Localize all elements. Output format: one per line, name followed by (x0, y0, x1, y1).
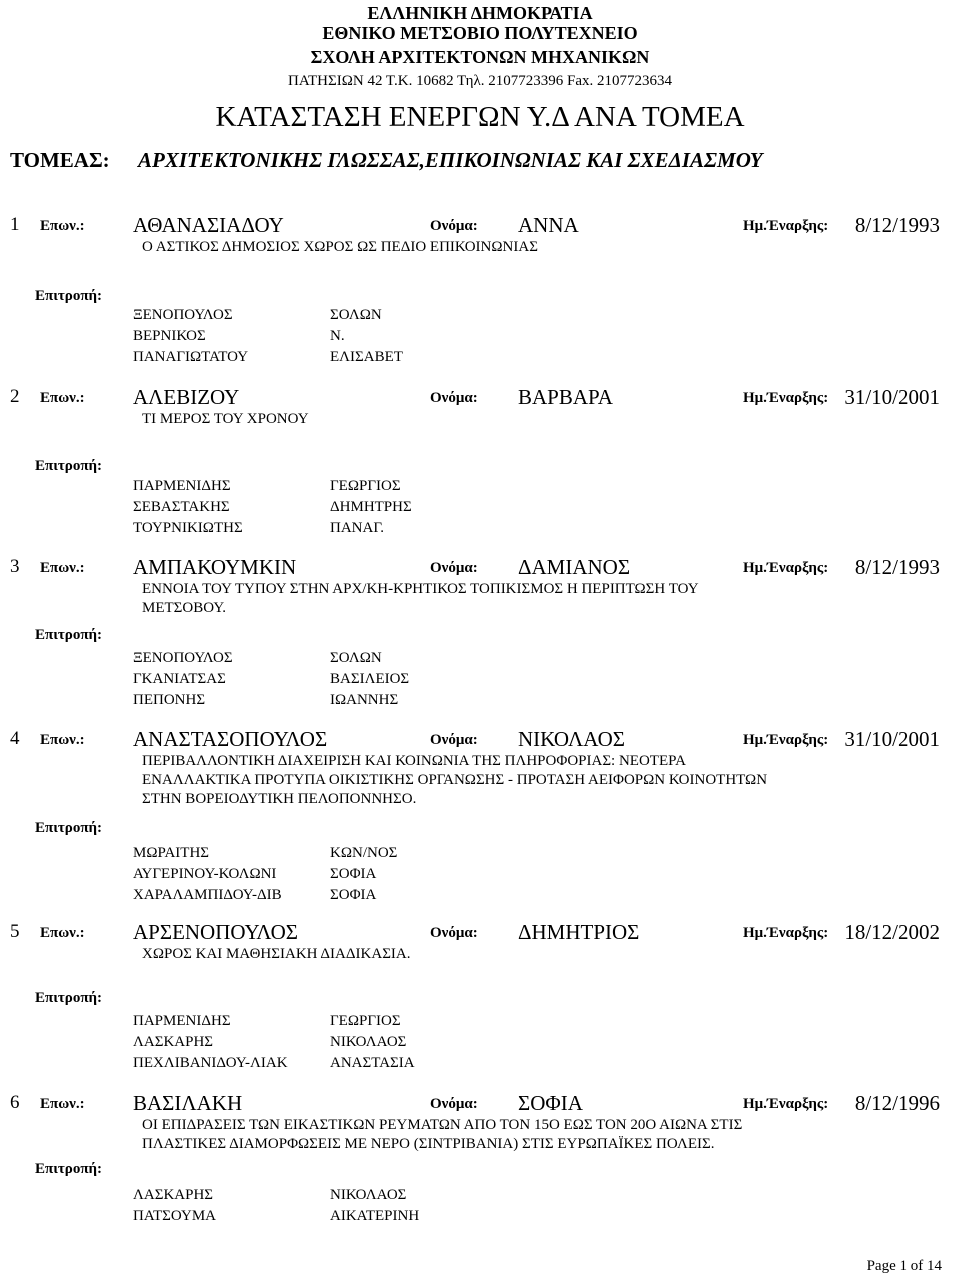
committee-label: Επιτροπή: (35, 1161, 103, 1177)
header-line-university: ΕΘΝΙΚΟ ΜΕΤΣΟΒΙΟ ΠΟΛΥΤΕΧΝΕΙΟ (322, 23, 638, 43)
committee-member-surname: ΒΕΡΝΙΚΟΣ (133, 328, 206, 344)
entry-name: ΔΑΜΙΑΝΟΣ (518, 555, 631, 579)
committee-label: Επιτροπή: (35, 627, 103, 643)
committee-member-name: ΣΟΦΙΑ (330, 887, 377, 903)
surname-label: Επων.: (40, 732, 85, 748)
page-indicator: Page 1 of 14 (866, 1258, 942, 1274)
entry-number: 3 (10, 556, 20, 577)
entry-name: ΒΑΡΒΑΡΑ (518, 385, 613, 409)
committee-member-name: ΓΕΩΡΓΙΟΣ (330, 478, 401, 494)
committee-member-name: ΣΟΛΩΝ (330, 307, 382, 323)
entry-name: ΣΟΦΙΑ (518, 1091, 583, 1115)
committee-member-surname: ΠΑΝΑΓΙΩΤΑΤΟΥ (133, 349, 249, 365)
committee-label: Επιτροπή: (35, 990, 103, 1006)
committee-member-surname: ΠΕΠΟΝΗΣ (133, 692, 206, 708)
committee-member-surname: ΣΕΒΑΣΤΑΚΗΣ (133, 499, 230, 515)
surname-label: Επων.: (40, 560, 85, 576)
entry-name: ΑΝΝΑ (518, 213, 579, 237)
page-title: ΚΑΤΑΣΤΑΣΗ ΕΝΕΡΓΩΝ Υ.Δ ΑΝΑ ΤΟΜΕΑ (215, 101, 745, 133)
entry-surname: ΑΝΑΣΤΑΣΟΠΟΥΛΟΣ (133, 727, 328, 751)
committee-label: Επιτροπή: (35, 458, 103, 474)
entry-topic: ΟΙ ΕΠΙΔΡΑΣΕΙΣ ΤΩΝ ΕΙΚΑΣΤΙΚΩΝ ΡΕΥΜΑΤΩΝ ΑΠΟ ΤΟΝ 15Ο ΕΩΣ ΤΟΝ 20Ο ΑΙΩΝΑ ΣΤΙΣ ΠΛΑΣΤΙΚΕΣ ΔΙΑΜΟΡΦΩΣΕΙΣ ΜΕ ΝΕΡΟ (ΣΙΝΤΡΙΒΑΝΙΑ) ΣΤΙΣ ΕΥΡΩΠΑΪΚΕΣ ΠΟΛΕΙΣ. (142, 1117, 743, 1152)
committee-member-surname: ΓΚΑΝΙΑΤΣΑΣ (133, 671, 226, 687)
entry-date: 8/12/1993 (854, 555, 940, 579)
entry-surname: ΒΑΣΙΛΑΚΗ (133, 1091, 243, 1115)
committee-member-surname: ΤΟΥΡΝΙΚΙΩΤΗΣ (133, 520, 243, 536)
entry-date: 8/12/1996 (854, 1091, 940, 1115)
surname-label: Επων.: (40, 925, 85, 941)
entry-surname: ΑΡΣΕΝΟΠΟΥΛΟΣ (133, 920, 298, 944)
committee-member-name: ΑΝΑΣΤΑΣΙΑ (330, 1055, 415, 1071)
entry-date: 8/12/1993 (854, 213, 940, 237)
start-date-label: Ημ.Έναρξης: (743, 560, 829, 576)
name-label: Ονόμα: (430, 925, 478, 941)
entry-topic: ΧΩΡΟΣ ΚΑΙ ΜΑΘΗΣΙΑΚΗ ΔΙΑΔΙΚΑΣΙΑ. (142, 946, 411, 962)
entry-topic: Ο ΑΣΤΙΚΟΣ ΔΗΜΟΣΙΟΣ ΧΩΡΟΣ ΩΣ ΠΕΔΙΟ ΕΠΙΚΟΙΝΩΝΙΑΣ (142, 239, 538, 255)
entry-topic: ΠΕΡΙΒΑΛΛΟΝΤΙΚΗ ΔΙΑΧΕΙΡΙΣΗ ΚΑΙ ΚΟΙΝΩΝΙΑ ΤΗΣ ΠΛΗΡΟΦΟΡΙΑΣ: ΝΕΟΤΕΡΑ ΕΝΑΛΛΑΚΤΙΚΑ ΠΡΟΤΥΠΑ ΟΙΚΙΣΤΙΚΗΣ ΟΡΓΑΝΩΣΗΣ - ΠΡΟΤΑΣΗ ΑΕΙΦΟΡΩΝ ΚΟΙΝΟΤΗΤΩΝ ΣΤΗΝ ΒΟΡΕΙΟΔΥΤΙΚΗ ΠΕΛΟΠΟΝΝΗΣΟ. (142, 753, 768, 807)
header-line-school: ΣΧΟΛΗ ΑΡΧΙΤΕΚΤΟΝΩΝ ΜΗΧΑΝΙΚΩΝ (310, 47, 650, 67)
committee-member-surname: ΠΑΡΜΕΝΙΔΗΣ (133, 1013, 231, 1029)
name-label: Ονόμα: (430, 732, 478, 748)
entry-topic: ΤΙ ΜΕΡΟΣ ΤΟΥ ΧΡΟΝΟΥ (142, 411, 309, 427)
name-label: Ονόμα: (430, 218, 478, 234)
committee-member-name: ΑΙΚΑΤΕΡΙΝΗ (330, 1208, 420, 1224)
entry-number: 2 (10, 386, 20, 407)
committee-member-surname: ΑΥΓΕΡΙΝΟΥ-ΚΟΛΩΝΙ (133, 866, 277, 882)
committee-member-name: ΙΩΑΝΝΗΣ (330, 692, 399, 708)
committee-member-name: ΒΑΣΙΛΕΙΟΣ (330, 671, 410, 687)
entry-date: 18/12/2002 (844, 920, 940, 944)
committee-member-surname: ΛΑΣΚΑΡΗΣ (133, 1187, 214, 1203)
surname-label: Επων.: (40, 390, 85, 406)
committee-label: Επιτροπή: (35, 820, 103, 836)
committee-member-name: ΝΙΚΟΛΑΟΣ (330, 1034, 407, 1050)
committee-label: Επιτροπή: (35, 288, 103, 304)
entry-surname: ΑΜΠΑΚΟΥΜΚΙΝ (133, 555, 297, 579)
surname-label: Επων.: (40, 1096, 85, 1112)
entry-number: 5 (10, 921, 20, 942)
header-contact: ΠΑΤΗΣΙΩΝ 42 Τ.Κ. 10682 Τηλ. 2107723396 Fax. 2107723634 (287, 73, 673, 89)
sector-value: ΑΡΧΙΤΕΚΤΟΝΙΚΗΣ ΓΛΩΣΣΑΣ,ΕΠΙΚΟΙΝΩΝΙΑΣ ΚΑΙ ΣΧΕΔΙΑΣΜΟΥ (138, 148, 763, 172)
committee-member-name: ΔΗΜΗΤΡΗΣ (330, 499, 412, 515)
committee-member-surname: ΛΑΣΚΑΡΗΣ (133, 1034, 214, 1050)
start-date-label: Ημ.Έναρξης: (743, 390, 829, 406)
entry-topic: ΕΝΝΟΙΑ ΤΟΥ ΤΥΠΟΥ ΣΤΗΝ ΑΡΧ/ΚΗ-ΚΡΗΤΙΚΟΣ ΤΟΠΙΚΙΣΜΟΣ Η ΠΕΡΙΠΤΩΣΗ ΤΟΥ ΜΕΤΣΟΒΟΥ. (142, 581, 698, 616)
name-label: Ονόμα: (430, 1096, 478, 1112)
committee-member-name: ΓΕΩΡΓΙΟΣ (330, 1013, 401, 1029)
sector-label: ΤΟΜΕΑΣ: (10, 148, 110, 172)
entry-number: 4 (10, 728, 20, 749)
start-date-label: Ημ.Έναρξης: (743, 732, 829, 748)
committee-member-name: ΣΟΦΙΑ (330, 866, 377, 882)
committee-member-name: ΚΩΝ/ΝΟΣ (330, 845, 398, 861)
entry-date: 31/10/2001 (844, 727, 940, 751)
entry-name: ΔΗΜΗΤΡΙΟΣ (518, 920, 640, 944)
entry-date: 31/10/2001 (844, 385, 940, 409)
entry-number: 6 (10, 1092, 20, 1113)
committee-member-surname: ΠΕΧΛΙΒΑΝΙΔΟΥ-ΛΙΑΚ (133, 1055, 288, 1071)
entry-surname: ΑΘΑΝΑΣΙΑΔΟΥ (133, 213, 284, 237)
start-date-label: Ημ.Έναρξης: (743, 1096, 829, 1112)
entry-surname: ΑΛΕΒΙΖΟΥ (133, 385, 240, 409)
surname-label: Επων.: (40, 218, 85, 234)
entry-name: ΝΙΚΟΛΑΟΣ (518, 727, 625, 751)
start-date-label: Ημ.Έναρξης: (743, 925, 829, 941)
committee-member-surname: ΧΑΡΑΛΑΜΠΙΔΟΥ-ΔΙΒ (133, 887, 282, 903)
committee-member-surname: ΞΕΝΟΠΟΥΛΟΣ (133, 650, 233, 666)
committee-member-surname: ΜΩΡΑΙΤΗΣ (133, 845, 210, 861)
committee-member-name: ΝΙΚΟΛΑΟΣ (330, 1187, 407, 1203)
committee-member-name: ΣΟΛΩΝ (330, 650, 382, 666)
name-label: Ονόμα: (430, 390, 478, 406)
header-line-republic: ΕΛΛΗΝΙΚΗ ΔΗΜΟΚΡΑΤΙΑ (367, 3, 593, 23)
committee-member-name: ΠΑΝΑΓ. (330, 520, 384, 536)
committee-member-surname: ΠΑΤΣΟΥΜΑ (133, 1208, 216, 1224)
committee-member-name: ΕΛΙΣΑΒΕΤ (330, 349, 403, 365)
committee-member-name: Ν. (330, 328, 345, 344)
committee-member-surname: ΠΑΡΜΕΝΙΔΗΣ (133, 478, 231, 494)
name-label: Ονόμα: (430, 560, 478, 576)
committee-member-surname: ΞΕΝΟΠΟΥΛΟΣ (133, 307, 233, 323)
start-date-label: Ημ.Έναρξης: (743, 218, 829, 234)
entry-number: 1 (10, 214, 20, 235)
